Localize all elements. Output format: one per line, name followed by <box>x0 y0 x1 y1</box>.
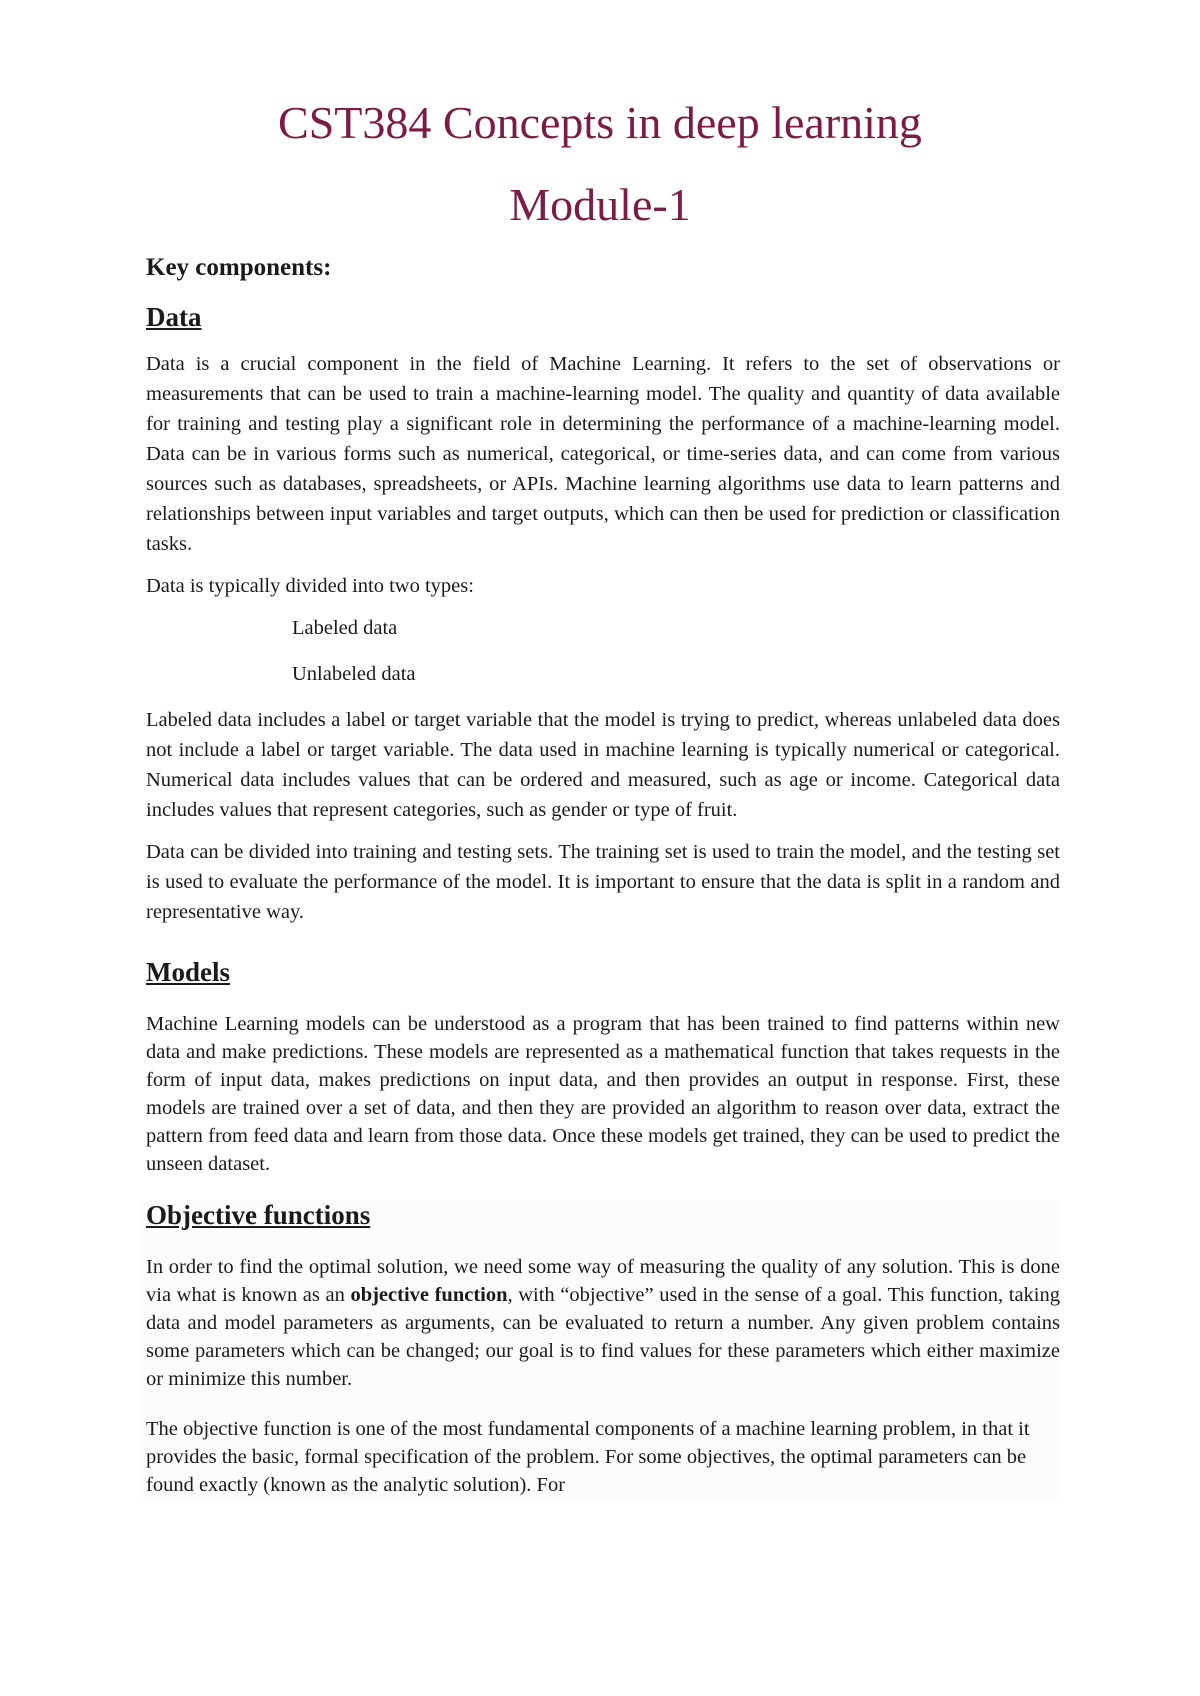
objective-paragraph-1-start: In order to find the optimal solution, we need some way of measuring the quality of any solution. This is done via what is known as an <box>146 1256 1060 1306</box>
spacer <box>146 939 1060 957</box>
objective-paragraph-2: The objective function is one of the most fundamental components of a machine learning problem, in that it provides the basic, formal specification of the problem. For some objectives, the optimal parameters can be found exactly (known as the analytic solution). For <box>146 1418 1030 1496</box>
data-type-labeled: Labeled data <box>292 617 398 639</box>
spacer <box>146 1405 1060 1415</box>
data-type-unlabeled: Unlabeled data <box>292 663 416 685</box>
objective-paragraph-1-end: , with “objective” used in the sense of a goal. This function, taking data and model parameters as arguments, can be evaluated to return a number. Any given problem contains some parameters which can be changed; our goal is to find values for these parameters which either maximize or minimize this number. <box>146 1284 1060 1390</box>
models-paragraph-1: Machine Learning models can be understood as a program that has been trained to find patterns within new data and make predictions. These models are represented as a mathematical function that takes requests in the form of input data, makes predictions on input data, and then provides an output in response. First, these models are trained over a set of data, and then they are provided an algorithm to reason over data, extract the pattern from feed data and learn from those data. Once these models get trained, they can be used to predict the unseen dataset. <box>146 1013 1060 1175</box>
spacer <box>146 1190 1060 1200</box>
data-paragraph-3: Labeled data includes a label or target variable that the model is trying to predict, whereas unlabeled data does not include a label or target variable. The data used in machine learning is typically numerical or categorical. Numerical data includes values that can be ordered and measured, such as age or income. Categorical data includes values that represent categories, such as gender or type of fruit. <box>146 709 1060 821</box>
document-body <box>146 254 1060 1511</box>
objective-section <box>140 1200 1060 1499</box>
section-heading-data: Data <box>146 302 202 332</box>
data-paragraph-2: Data is typically divided into two types: <box>146 575 474 597</box>
document-subtitle: Module-1 <box>509 179 691 230</box>
key-components-label: Key components: <box>146 254 332 281</box>
data-paragraph-1: Data is a crucial component in the field of Machine Learning. It refers to the set of observations or measurements that can be used to train a machine-learning model. The quality and quantity of data available for training and testing play a significant role in determining the performance of a machine-learning model. Data can be in various forms such as numerical, categorical, or time-series data, and can come from various sources such as databases, spreadsheets, or APIs. Machine learning algorithms use data to learn patterns and relationships between input variables and target outputs, which can then be used for prediction or classification tasks. <box>146 353 1060 555</box>
data-paragraph-4: Data can be divided into training and testing sets. The training set is used to train the model, and the testing set is used to evaluate the performance of the model. It is important to ensure that the data is split in a random and representative way. <box>146 841 1060 923</box>
objective-function-term: objective function <box>350 1284 508 1306</box>
section-heading-objective: Objective functions <box>146 1200 371 1230</box>
objective-paragraph-1 <box>146 1253 1060 1393</box>
section-heading-models: Models <box>146 957 230 987</box>
document-title: CST384 Concepts in deep learning <box>278 97 922 148</box>
